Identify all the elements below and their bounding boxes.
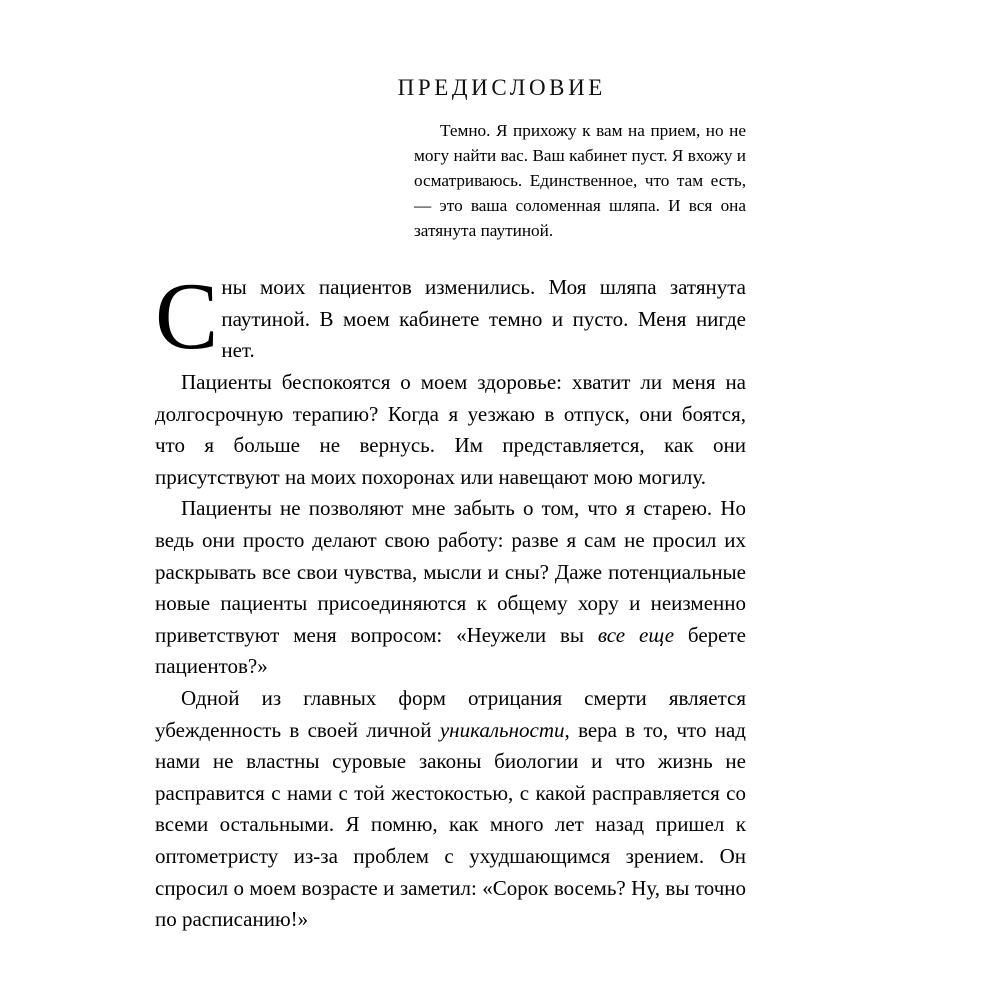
paragraph-4-text-part-1: Одной из главных форм отрицания смерти является убежденность в своей личной xyxy=(155,685,746,742)
paragraph-3-text-part-2: берете пациентов?» xyxy=(155,622,746,679)
paragraph-2-text: Пациенты беспокоятся о моем здоровье: хватит ли меня на долгосрочную терапию? Когда я уезжаю в отпуск, они боятся, что я больше не вернусь. Им представляется, как они присутствуют на моих похоронах или навещают мою могилу. xyxy=(155,370,746,489)
paragraph-3-emphasis: все еще xyxy=(597,622,675,647)
paragraph-3-text-part-1: Пациенты не позволяют мне забыть о том, что я старею. Но ведь они просто делают свою работу: разве я сам не просил их раскрывать все свои чувства, мысли и сны? Даже потенциальные новые пациенты присоединяются к общему хору и неизменно приветствуют меня вопросом: «Неужели вы xyxy=(155,496,746,647)
epigraph-block: Темно. Я прихожу к вам на прием, но не могу найти вас. Ваш кабинет пуст. Я вхожу и осматриваюсь. Единственное, что там есть, — это ваша соломенная шляпа. И вся она затянута паутиной. xyxy=(414,121,746,240)
paragraph-4 xyxy=(155,683,746,936)
paragraph-1-text: ны моих пациентов изменились. Моя шляпа затянута паутиной. В моем кабинете темно и пусто. Меня нигде нет. xyxy=(221,275,746,363)
paragraph-1 xyxy=(155,263,746,369)
paragraph-2 xyxy=(155,367,746,493)
paragraph-4-emphasis: уникальности xyxy=(439,717,565,742)
paragraph-4-text-part-2: , вера в то, что над нами не властны суровые законы биологии и что жизнь не расправится с нами с той жестокостью, с какой расправляется со всеми остальными. Я помню, как много лет назад пришел к оптометристу из-за проблем с ухудшающимся зрением. Он спросил о моем возрасте и заметил: «Сорок восемь? Ну, вы точно по расписанию!» xyxy=(155,717,746,932)
drop-cap-letter: С xyxy=(155,263,219,369)
body-text-block xyxy=(155,263,746,936)
paragraph-3 xyxy=(155,493,746,683)
page-title: ПРЕДИСЛОВИЕ xyxy=(397,75,606,100)
